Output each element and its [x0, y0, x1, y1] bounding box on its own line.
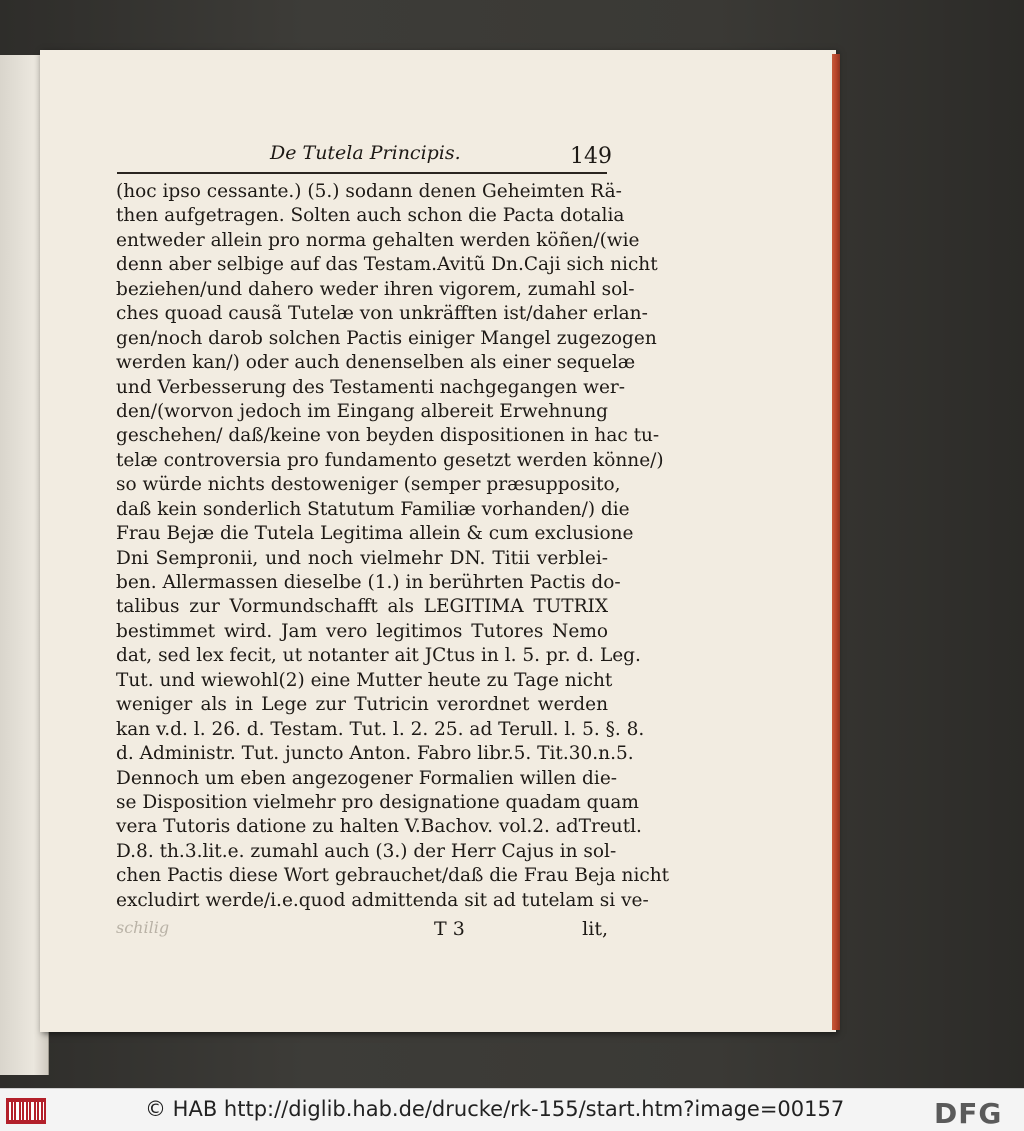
text-line: talibus zur Vormundschafft als LEGITIMA TUTRIX [116, 596, 608, 618]
hab-barcode-logo-icon[interactable] [6, 1098, 46, 1124]
text-line: so würde nichts destoweniger (semper præsupposito, [116, 474, 621, 496]
text-line: entweder allein pro norma gehalten werden köñen/(wie [116, 229, 640, 251]
text-line: excludirt werde/i.e.quod admittenda sit ad tutelam si ve- [116, 889, 649, 911]
signature-mark: T 3 [434, 918, 465, 940]
text-line: Tut. und wiewohl(2) eine Mutter heute zu Tage nicht [116, 669, 613, 691]
text-line: kan v.d. l. 26. d. Testam. Tut. l. 2. 25. ad Terull. l. 5. §. 8. [116, 718, 645, 740]
text-line: D.8. th.3.lit.e. zumahl auch (3.) der Herr Cajus in sol- [116, 840, 617, 862]
text-line: bestimmet wird. Jam vero legitimos Tutores Nemo [116, 620, 608, 642]
text-line: se Disposition vielmehr pro designatione quadam quam [116, 791, 639, 813]
text-line: werden kan/) oder auch denenselben als einer sequelæ [116, 352, 636, 374]
page-red-edge [832, 54, 840, 1030]
text-line: denn aber selbige auf das Testam.Avitũ Dn.Caji sich nicht [116, 254, 658, 276]
text-line: then aufgetragen. Solten auch schon die Pacta dotalia [116, 205, 625, 227]
page-text-block [116, 180, 670, 913]
text-line: den/(worvon jedoch im Eingang albereit Erwehnung [116, 400, 608, 422]
show-through-text: schilig [116, 918, 170, 937]
text-line: weniger als in Lege zur Tutricin verordnet werden [116, 694, 608, 716]
text-line: Dni Sempronii, und noch vielmehr DN. Titii verblei- [116, 547, 608, 569]
catchword: lit, [582, 918, 608, 940]
footer-bar [0, 1088, 1024, 1131]
text-line: gen/noch darob solchen Pactis einiger Mangel zugezogen [116, 327, 657, 349]
copyright-link[interactable]: © HAB http://diglib.hab.de/drucke/rk-155/start.htm?image=00157 [145, 1097, 845, 1121]
text-line: vera Tutoris datione zu halten V.Bachov. vol.2. adTreutl. [116, 816, 642, 838]
text-line: Dennoch um eben angezogener Formalien willen die- [116, 767, 618, 789]
page-number: 149 [570, 144, 612, 169]
text-line: telæ controversia pro fundamento gesetzt werden könne/) [116, 449, 664, 471]
dfg-logo[interactable]: DFG [934, 1097, 1003, 1130]
text-line: d. Administr. Tut. juncto Anton. Fabro libr.5. Tit.30.n.5. [116, 743, 634, 765]
text-line: dat, sed lex fecit, ut notanter ait JCtus in l. 5. pr. d. Leg. [116, 645, 641, 667]
text-line: geschehen/ daß/keine von beyden dispositionen in hac tu- [116, 425, 660, 447]
text-line: beziehen/und dahero weder ihren vigorem, zumahl sol- [116, 278, 635, 300]
page-footer [116, 918, 608, 942]
text-line: daß kein sonderlich Statutum Familiæ vorhanden/) die [116, 498, 630, 520]
text-line: chen Pactis diese Wort gebrauchet/daß die Frau Beja nicht [116, 865, 670, 887]
text-line: und Verbesserung des Testamenti nachgegangen wer- [116, 376, 626, 398]
text-line: Frau Bejæ die Tutela Legitima allein & cum exclusione [116, 523, 634, 545]
text-line: ben. Allermassen dieselbe (1.) in berührten Pactis do- [116, 572, 621, 593]
text-line: ches quoad causã Tutelæ von unkräfften ist/daher erlan- [116, 303, 648, 325]
running-title: De Tutela Principis. [270, 142, 461, 164]
text-line: (hoc ipso cessante.) (5.) sodann denen Geheimten Rä- [116, 181, 622, 202]
